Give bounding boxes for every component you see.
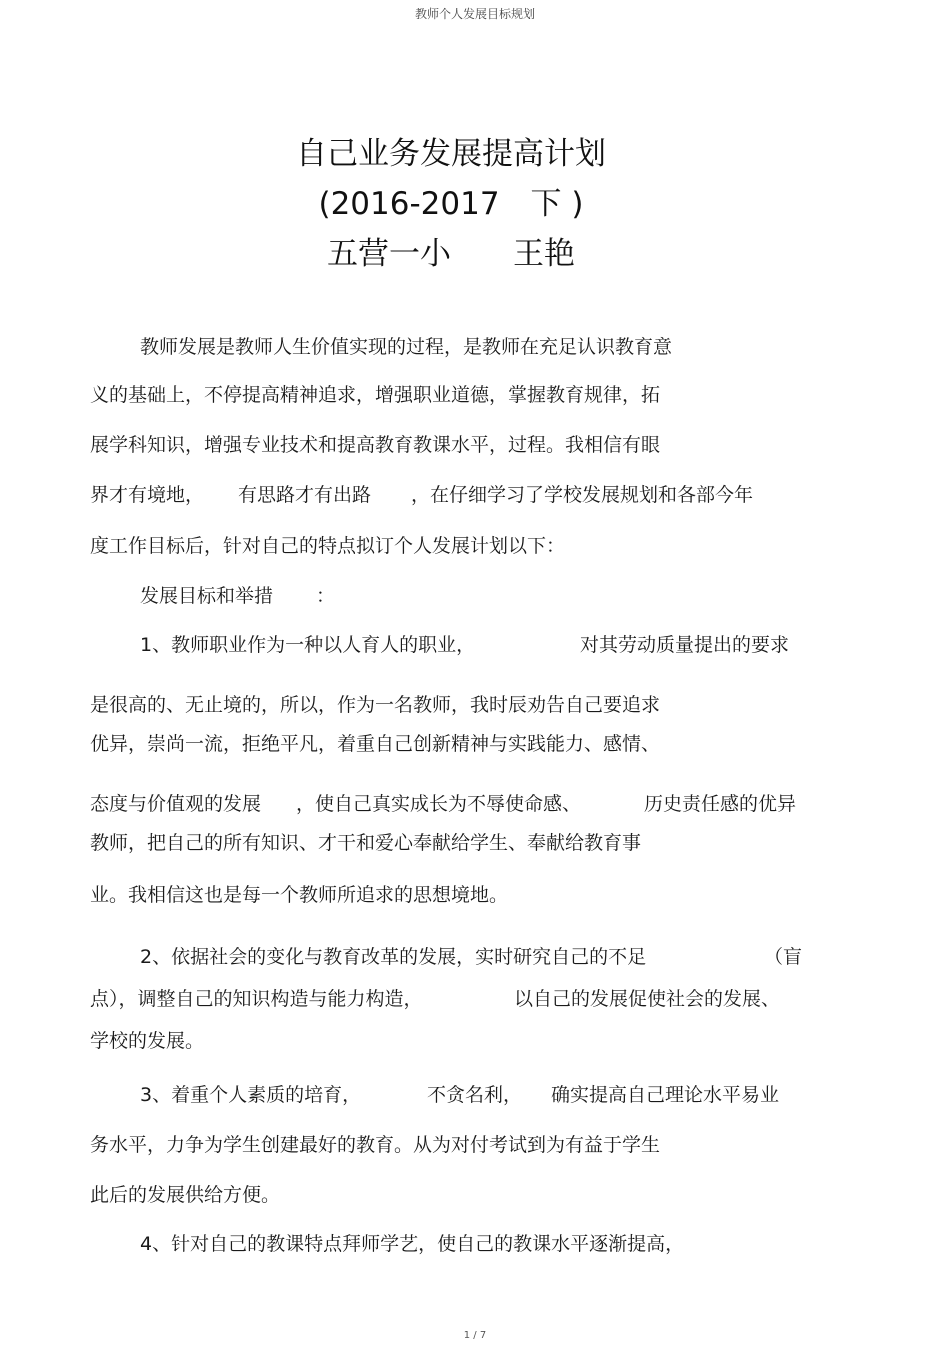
paragraph-line: 教师，把自己的所有知识、才干和爱心奉献给学生、奉献给教育事 [90,832,642,854]
paragraph-segment: 态度与价值观的发展 [90,793,262,815]
list-item-3-segment: 确实提高自己理论水平易业 [551,1084,780,1106]
paragraph-segment: 点），调整自己的知识构造与能力构造， [90,988,423,1010]
document-author: 五营一小 王艳 [327,236,575,272]
list-item-1-segment: 对其劳动质量提出的要求 [580,634,790,656]
paragraph-line: 度工作目标后，针对自己的特点拟订个人发展计划以下： [90,535,566,557]
paragraph-segment: 历史责任感的优异 [644,793,797,815]
page-number: 1 / 7 [463,1330,487,1341]
paragraph-line: 学校的发展。 [90,1030,205,1052]
document-period: (2016-2017 下 ) [318,186,584,222]
paragraph-line: 义的基础上，不停提高精神追求，增强职业道德，掌握教育规律，拓 [90,384,661,406]
paragraph-line: 展学科知识，增强专业技术和提高教育教课水平，过程。我相信有眼 [90,434,661,456]
list-item-3-segment: 不贪名利， [427,1084,523,1106]
paragraph-segment: ，使自己真实成长为不辱使命感、 [296,793,582,815]
list-item-3-segment: 3、着重个人素质的培育， [140,1084,362,1106]
paragraph-segment: 界才有境地， [90,484,205,506]
paragraph-line: 务水平，力争为学生创建最好的教育。从为对付考试到为有益于学生 [90,1134,661,1156]
paragraph-line: 此后的发展供给方便。 [90,1184,281,1206]
list-item-1-segment: 1、教师职业作为一种以人育人的职业， [140,634,476,656]
list-item-4-line: 4、针对自己的教课特点拜师学艺，使自己的教课水平逐渐提高， [140,1233,685,1255]
paragraph-line: 教师发展是教师人生价值实现的过程，是教师在充足认识教育意 [140,336,673,358]
paragraph-segment: 有思路才有出路 [238,484,372,506]
section-heading-colon: ： [316,585,336,607]
section-heading: 发展目标和举措 [140,585,274,607]
paragraph-segment: ，在仔细学习了学校发展规划和各部今年 [411,484,754,506]
list-item-2-segment: 2、依据社会的变化与教育改革的发展，实时研究自己的不足 [140,946,647,968]
paragraph-line: 优异，崇尚一流，拒绝平凡，着重自己创新精神与实践能力、感情、 [90,733,661,755]
paragraph-line: 是很高的、无止境的，所以，作为一名教师，我时辰劝告自己要追求 [90,694,661,716]
running-header: 教师个人发展目标规划 [414,7,535,21]
paragraph-segment: 以自己的发展促使社会的发展、 [514,988,781,1010]
paragraph-line: 业。我相信这也是每一个教师所追求的思想境地。 [90,884,509,906]
document-title: 自己业务发展提高计划 [296,136,606,172]
list-item-2-segment: （盲 [764,946,803,968]
